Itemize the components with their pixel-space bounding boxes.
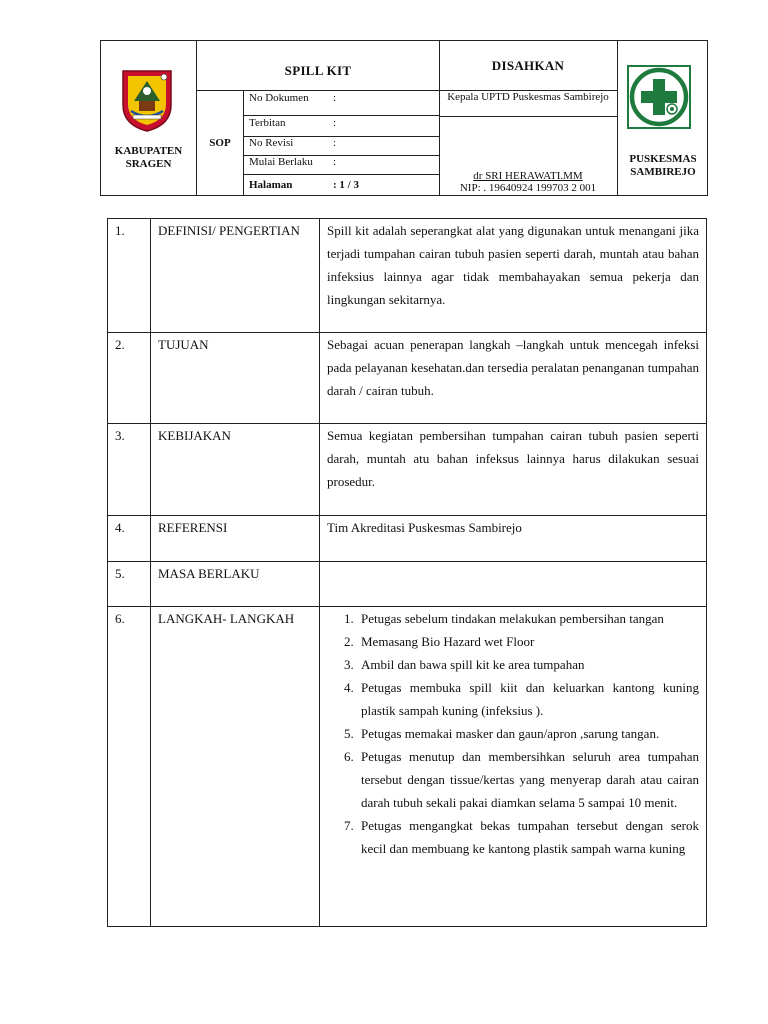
meta-label: Mulai Berlaku [249,156,313,168]
section-row [108,424,707,516]
section-number: 3. [108,424,151,516]
procedure-step: 7. Petugas mengangkat bekas tumpahan tersebut dengan serok kecil dan membuang ke kantong plastik sampah warna kuning [357,814,699,860]
sop-header [100,40,708,196]
procedure-step: 6. Petugas menutup dan membersihkan seluruh area tumpahan tersebut dengan tissue/kertas yang menyerap darah atau cairan darah tubuh sekali pakai diamkan selama 5 sampai 10 menit. [357,745,699,814]
procedure-step: 2. Memasang Bio Hazard wet Floor [357,630,699,653]
section-row [108,562,707,607]
section-text: Sebagai acuan penerapan langkah –langkah untuk mencegah infeksi pada pelayanan kesehatan.dan tersedia peralatan penanganan tumpahan darah / cairan tubuh. [320,333,707,424]
meta-value: : [333,92,337,104]
section-number: 2. [108,333,151,424]
procedure-step: 5. Petugas memakai masker dan gaun/apron ,sarung tangan. [357,722,699,745]
meta-page [249,179,359,192]
meta-revision [249,137,337,150]
approval-position: Kepala UPTD Puskesmas Sambirejo [447,91,609,103]
section-row [108,607,707,927]
meta-document-number [249,92,337,105]
section-steps [320,607,707,927]
section-row [108,333,707,424]
header-divider [243,90,244,195]
header-divider [439,116,617,117]
approval-heading: DISAHKAN [491,58,565,73]
section-number: 6. [108,607,151,927]
section-label: DEFINISI/ PENGERTIAN [151,219,320,333]
meta-issue [249,117,337,130]
meta-effective-date [249,156,337,169]
document-title: SPILL KIT [284,63,352,78]
sop-label: SOP [209,137,231,149]
meta-value: : [333,156,337,168]
section-text: Tim Akreditasi Puskesmas Sambirejo [320,516,707,562]
meta-value: : [333,117,337,129]
procedure-step: 4. Petugas membuka spill kiit dan keluarkan kantong kuning plastik sampah kuning (infeksius ). [357,676,699,722]
section-label: KEBIJAKAN [151,424,320,516]
regency-emblem-logo [119,65,175,133]
section-number: 1. [108,219,151,333]
meta-label: Halaman [249,179,293,191]
facility-name: PUSKESMAS SAMBIREJO [629,153,697,178]
section-row [108,516,707,562]
section-number: 4. [108,516,151,562]
section-text: Spill kit adalah seperangkat alat yang digunakan untuk menangani jika terjadi tumpahan cairan tubuh pasien seperti darah, muntah atau bahan infeksius lainnya agar tidak membahayakan semua pekerja dan lingkungan sekitarnya. [320,219,707,333]
procedure-steps-list [327,607,699,860]
approval-signer [439,170,617,194]
section-label: MASA BERLAKU [151,562,320,607]
section-number: 5. [108,562,151,607]
signer-nip: NIP: . 19640924 199703 2 001 [459,182,597,194]
section-label: TUJUAN [151,333,320,424]
sop-content-table [107,218,707,927]
section-row [108,219,707,333]
procedure-step: 1. Petugas sebelum tindakan melakukan pembersihan tangan [357,607,699,630]
section-text: Semua kegiatan pembersihan tumpahan cairan tubuh pasien seperti darah, muntah atu bahan infeksus lainnya harus dilakukan sesuai prosedur. [320,424,707,516]
header-divider [243,115,439,116]
meta-label: No Revisi [249,137,294,149]
section-text [320,562,707,607]
meta-value: : [333,137,337,149]
regency-name: KABUPATEN SRAGEN [114,145,183,170]
section-label: REFERENSI [151,516,320,562]
section-label: LANGKAH- LANGKAH [151,607,320,927]
meta-label: No Dokumen [249,92,309,104]
puskesmas-logo [627,65,691,129]
signer-name: dr SRI HERAWATI.MM [473,170,583,182]
meta-label: Terbitan [249,117,286,129]
header-divider [243,174,439,175]
procedure-step: 3. Ambil dan bawa spill kit ke area tumpahan [357,653,699,676]
meta-value: : 1 / 3 [333,179,359,191]
